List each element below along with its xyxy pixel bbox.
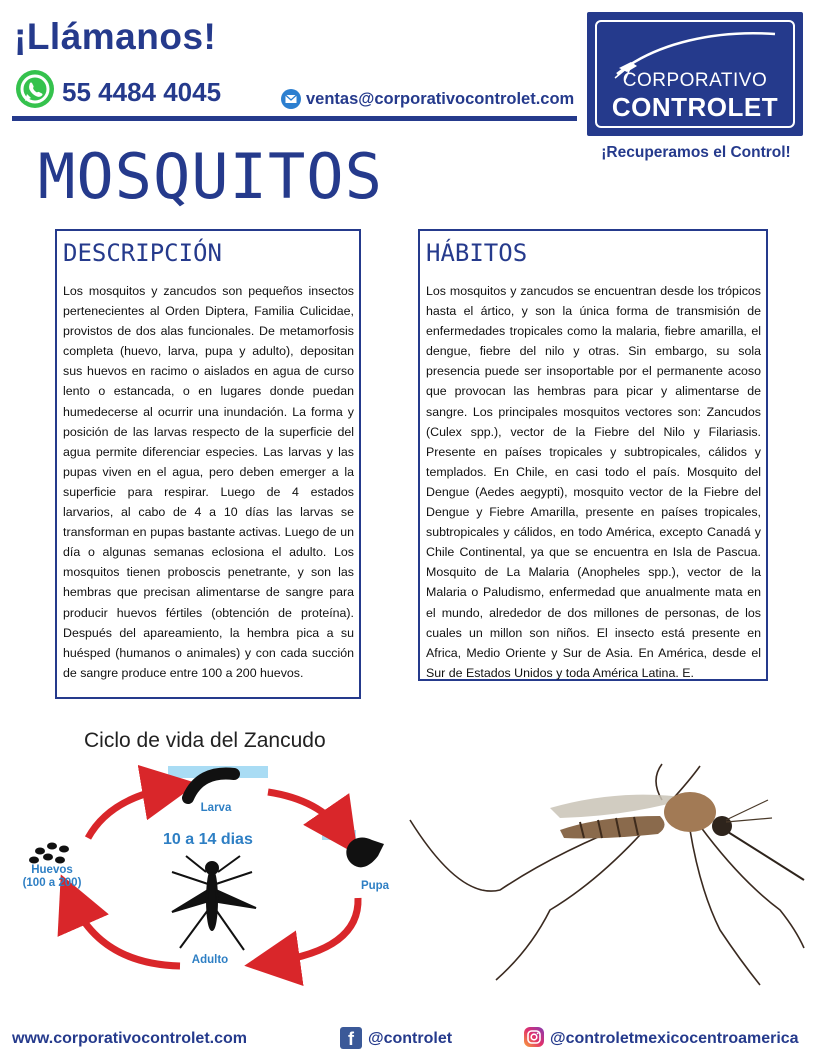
arrow-larva-pupa bbox=[268, 792, 342, 832]
descripcion-heading: DESCRIPCIÓN bbox=[63, 239, 222, 267]
descripcion-text: Los mosquitos y zancudos son pequeños insectos pertenecientes al Orden Diptera, Familia Culicidae, provistos de dos alas funcionales. De metamorfosis completa (huevo, larva, pupa y adulto), depositan sus huevos en racimo o aislados en agua de curso lento o estancada, o en lugares donde puedan humedecerse al ocurrir una inundación. La forma y posición de las larvas respecto de la superficie del agua permite diferenciar especies. Las larvas y las pupas viven en el agua, pero deben emerger a la superficie para respirar. Luego de 4 estados larvarios, al cabo de 4 a 10 días las larvas se transforman en pupas bastante activas. Luego de un día o algunas semanas eclosiona el adulto. Los mosquitos tienen proboscis penetrante, y son las hembras que precisan alimentarse de sangre para producir huevos fértiles (obtención de proteína). Después del apareamiento, la hembra pica a su huésped (humanos o animales) y con cada succión de sangre produce entre 100 a 200 huevos. bbox=[63, 284, 354, 680]
habitos-box bbox=[418, 229, 768, 681]
footer-instagram[interactable]: @controletmexicocentroamerica bbox=[550, 1030, 799, 1047]
whatsapp-icon bbox=[16, 70, 54, 108]
page-title: MOSQUITOS bbox=[38, 140, 383, 213]
stage-huevos-line1: Huevos bbox=[31, 864, 73, 876]
stage-adulto: Adulto bbox=[191, 954, 229, 966]
stage-pupa: Pupa bbox=[360, 880, 390, 892]
stage-huevos-line2: (100 a 200) bbox=[22, 877, 82, 889]
arrow-huevos-larva bbox=[88, 788, 170, 838]
logo-line1: CORPORATIVO bbox=[622, 70, 768, 91]
call-title: ¡Llámanos! bbox=[14, 16, 217, 57]
habitos-text: Los mosquitos y zancudos se encuentran desde los trópicos hasta el ártico, y son la única forma de transmisión de enfermedades tropicales como la malaria, fiebre amarilla, el dengue, fiebre del nilo y otras. Sin embargo, su sola presencia puede ser insoportable por el permanente acoso que provocan las hembras para picar y alimentarse de sangre. Los principales mosquitos vectores son: Zancudos (Culex spp.), vector de la Fiebre del Nilo y Filariasis. Presente en países tropicales y subtropicales, cálidos y templados. En Chile, en casi todo el país. Mosquito del Dengue (Aedes aegypti), mosquito vector de la Fiebre del Dengue y Fiebre Amarilla, presente en países tropicales, subtropicales y cálidos, en todo América, excepto Canadá y Chile Continental, ya que se encuentra en Isla de Pascua. Mosquito de La Malaria (Anopheles spp.), vector de la Malaria o Paludismo, enfermedad que anualmente mata en el mundo, alrededor de dos millones de personas, de los cuales un millon son niños. El insecto está presente en Africa, Medio Oriente y Sur de Asia. En América, desde el Sur de Estados Unidos y toda América Latina. E. bbox=[426, 284, 761, 680]
instagram-icon bbox=[524, 1027, 544, 1047]
descripcion-box bbox=[55, 229, 361, 699]
company-logo bbox=[587, 12, 803, 136]
header-divider bbox=[12, 116, 577, 121]
habitos-heading: HÁBITOS bbox=[426, 239, 528, 267]
slogan: ¡Recuperamos el Control! bbox=[601, 144, 791, 161]
stage-larva: Larva bbox=[200, 802, 232, 814]
logo-line2: CONTROLET bbox=[611, 92, 779, 122]
email-link[interactable]: ventas@corporativocontrolet.com bbox=[306, 90, 575, 108]
arrow-pupa-adulto bbox=[272, 898, 358, 962]
pupa-icon bbox=[346, 837, 384, 867]
arrow-adulto-huevos bbox=[72, 900, 180, 966]
cycle-duration: 10 a 14 dias bbox=[163, 831, 253, 848]
phone-number[interactable]: 55 4484 4045 bbox=[62, 77, 222, 107]
footer-website[interactable]: www.corporativocontrolet.com bbox=[12, 1030, 247, 1047]
footer-facebook[interactable]: @controlet bbox=[368, 1030, 453, 1047]
eggs-icon bbox=[29, 843, 69, 864]
facebook-icon: f bbox=[340, 1027, 362, 1049]
cycle-title: Ciclo de vida del Zancudo bbox=[84, 729, 326, 752]
mosquito-photo bbox=[400, 760, 812, 990]
mail-icon bbox=[281, 89, 301, 109]
stage-huevos bbox=[14, 864, 90, 890]
adult-mosquito-icon bbox=[172, 856, 256, 950]
